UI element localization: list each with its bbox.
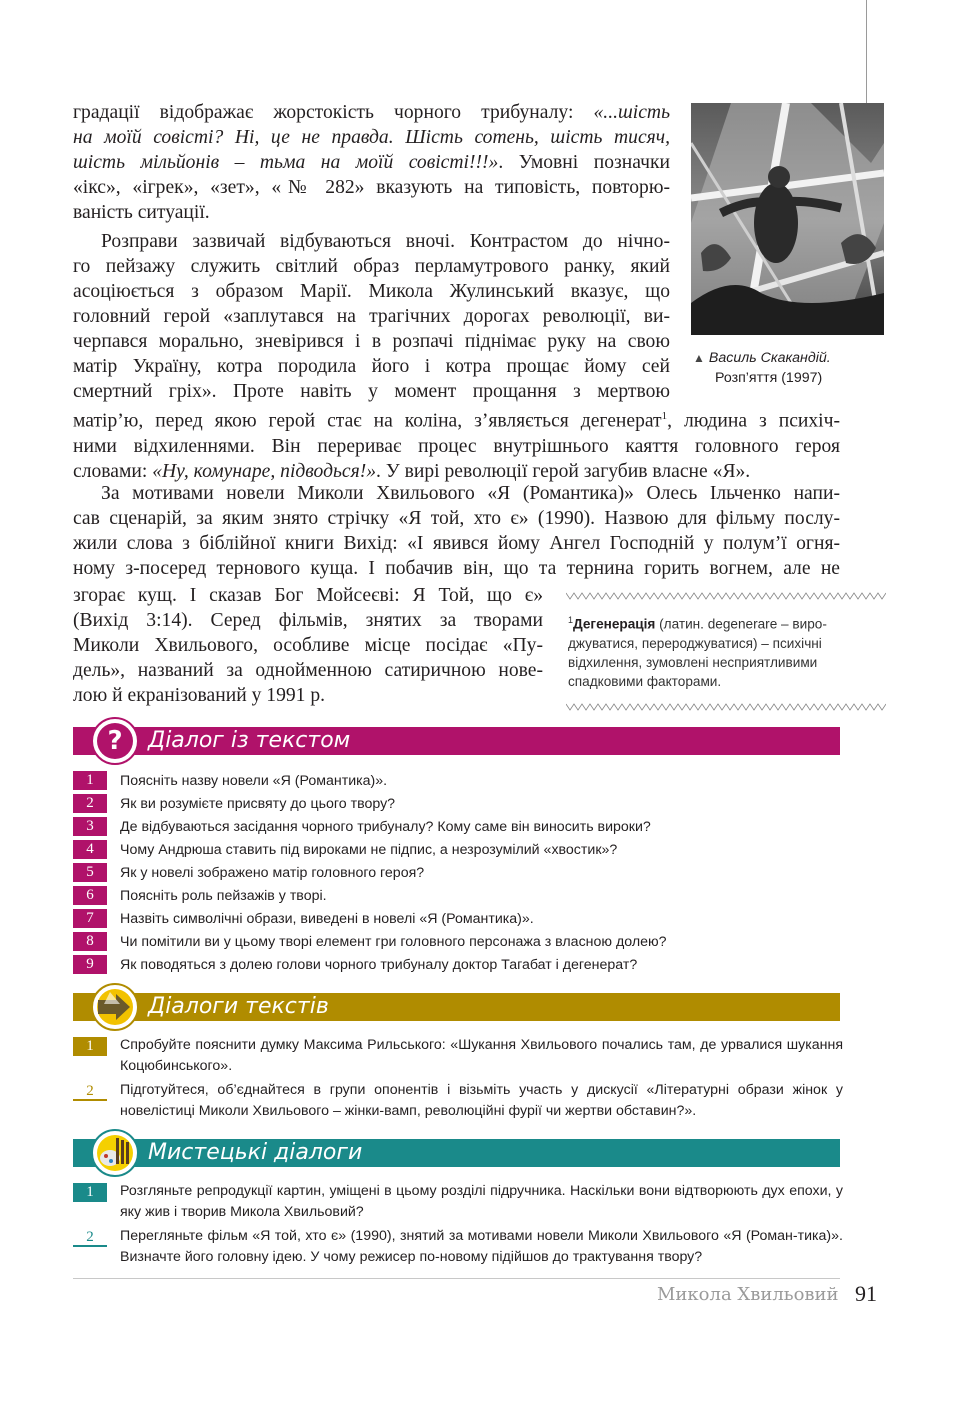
text-line: За мотивами новели Миколи Хвильового «Я (Романтика)» Олесь Ільченко напи-	[101, 483, 840, 504]
page-number: 91	[855, 1281, 877, 1306]
question-item	[73, 884, 843, 907]
text-line: лою й екранізований у 1991 р.	[73, 685, 326, 706]
text-line: асоціюється з образом Марії. Микола Жулинський вказує, що	[73, 281, 670, 302]
question-number: 2	[73, 1082, 107, 1101]
paragraph-2	[73, 229, 670, 404]
paragraph-2-continued	[73, 404, 840, 484]
question-number: 1	[73, 771, 107, 790]
question-number: 1	[73, 1037, 107, 1056]
question-text: Як ви розумієте присвяту до цього твору?	[120, 796, 396, 812]
question-number: 4	[73, 840, 107, 859]
footnote-term: Дегенерація	[573, 616, 656, 632]
text-line: матір Україну, котра породила його і котра прощає йому сей	[73, 356, 670, 377]
text-line: головний герой «заплутався на трагічних дорогах революції, ви-	[73, 306, 670, 327]
question-number: 8	[73, 932, 107, 951]
text-line: ваність ситуації.	[73, 202, 210, 223]
quote-text: «...шість	[593, 102, 670, 123]
question-number: 2	[73, 794, 107, 813]
text-line: . Умовні позначки	[498, 152, 670, 173]
section-header-art-dialogs	[73, 1139, 840, 1167]
footnote-text	[566, 605, 886, 697]
question-item	[73, 769, 843, 792]
text-line: сав сценарій, за яким знято стрічку «Я той, хто є» (1990). Назвою для фільму послу-	[73, 508, 840, 529]
question-text: Як поводяться з долею голови чорного трибуналу доктор Тагабат і дегенерат?	[120, 957, 638, 973]
section-header-dialog-texts	[73, 993, 840, 1021]
question-text: Поясніть назву новели «Я (Романтика)».	[120, 773, 388, 789]
text-line: Розправи зазвичай відбуваються вночі. Контрастом до нічно-	[101, 231, 670, 252]
question-text: Спробуйте пояснити думку Максима Рильського: «Шукання Хвильового почались там, де урвалися шукання Коцюбинського».	[120, 1037, 843, 1074]
question-item	[73, 1226, 843, 1268]
crucifixion-painting	[691, 103, 884, 335]
zigzag-divider	[566, 703, 886, 711]
footnote-box	[566, 586, 886, 716]
footnote-definition: (латин. degenerare – виро-джуватися, перероджуватися) – психічні відхилення, зумовлені несприятливими спадковими факторами.	[568, 616, 827, 689]
text-line: жили слова з біблійної книги Вихід: «І явився йому Ангел Господній у полум’ї огня-	[73, 533, 840, 554]
question-item	[73, 861, 843, 884]
question-text: Як у новелі зображено матір головного героя?	[120, 865, 425, 881]
question-item	[73, 838, 843, 861]
text-line: матір’ю, перед якою герой стає на коліна, з’являється дегенерат	[73, 410, 662, 432]
question-text: Чи помітили ви у цьому творі елемент гри головного персонажа з власною долею?	[120, 934, 667, 950]
question-text: Назвіть символічні образи, виведені в новелі «Я (Романтика)».	[120, 911, 534, 927]
question-number: 6	[73, 886, 107, 905]
paragraph-3-continued	[73, 583, 543, 708]
question-text: Підготуйтеся, об’єднайтеся в групи опонентів і візьміть участь у дискусії «Літературні образи жінок у новелістиці Миколи Хвильового – жінки-вамп, революційні фурії чи жертви обставин?».	[120, 1082, 843, 1119]
section-title: Діалоги текстів	[148, 994, 329, 1019]
quote-text: «Ну, комунаре, підводься!»	[152, 460, 377, 482]
zigzag-divider	[566, 592, 886, 600]
section-title: Мистецькі діалоги	[148, 1140, 363, 1165]
question-item	[73, 1181, 843, 1223]
quote-text: на моїй совісті? Ні, це не правда. Шість сотень, шість тисяч,	[73, 127, 670, 148]
question-text: Розгляньте репродукції картин, уміщені в цьому розділі підручника. Наскільки вони відтворюють дух епохи, у яку жив і творив Микола Хвильовий?	[120, 1183, 843, 1220]
question-number: 7	[73, 909, 107, 928]
quote-text: шість мільйонів – тьма на моїй совісті!!!»	[73, 152, 499, 173]
section-title: Діалог із текстом	[148, 728, 351, 753]
text-line: згорає кущ. І сказав Бог Мойсеєві: Я Той, що є»	[73, 585, 543, 606]
text-line: черпався морально, зневірився і в розпачі піднімає руку на свою	[73, 331, 670, 352]
footer-divider	[73, 1278, 840, 1279]
question-text: Чому Андрюша ставить під вироками не підпис, а незрозумілий «хвостик»?	[120, 842, 618, 858]
text-line: ному з-посеред тернового куща. І побачив він, що та тернина горить вогнем, але не	[73, 558, 840, 579]
running-footer-author: Микола Хвильовий	[657, 1284, 839, 1305]
paragraph-1	[73, 100, 670, 225]
question-item	[73, 907, 843, 930]
footnote-number: 1	[568, 615, 574, 625]
caption-author: Василь Скакандій.	[708, 350, 831, 366]
illustration-caption	[693, 348, 873, 388]
question-item	[73, 1080, 843, 1122]
text-line: дель», названий за однойменною сатиричною нове-	[73, 660, 543, 681]
arrows-icon	[90, 982, 140, 1032]
palette-brushes-icon	[90, 1128, 140, 1178]
question-item	[73, 953, 843, 976]
question-number: 3	[73, 817, 107, 836]
text-line: го пейзажу служить світлий образ перламутрового ранку, який	[73, 256, 670, 277]
text-line: , людина з психіч-	[667, 410, 840, 432]
footnote-ref[interactable]: 1	[661, 410, 668, 422]
question-number: 5	[73, 863, 107, 882]
question-text: Де відбуваються засідання чорного трибуналу? Кому саме він виносить вироки?	[120, 819, 651, 835]
text-line: Миколи Хвильового, особливе місце посідає «Пу-	[73, 635, 543, 656]
question-item	[73, 930, 843, 953]
question-text: Перегляньте фільм «Я той, хто є» (1990), знятий за мотивами новели Миколи Хвильового «Я (Роман-тика)». Визначте його головну ідею. У чому режисер по-новому підійшов до трактування твору?	[120, 1228, 843, 1265]
text-line: (Вихід 3:14). Серед фільмів, знятих за творами	[73, 610, 543, 631]
questions-list-dialog-texts	[73, 1035, 843, 1125]
text-line: «ікс», «ігрек», «зет», «№ 282» вказують на типовість, повторю-	[73, 177, 670, 198]
text-line: смертний гріх». Проте навіть у момент прощання з мертвою	[73, 381, 670, 402]
caption-title: Розп’яття (1997)	[715, 370, 823, 386]
text-line: словами:	[73, 460, 153, 482]
question-item	[73, 792, 843, 815]
text-line: ними відхиленнями. Він перериває процес внутрішнього каяття головного героя	[73, 435, 840, 457]
paragraph-3	[73, 481, 840, 581]
question-item	[73, 1035, 843, 1077]
question-mark-icon	[90, 716, 140, 766]
section-header-dialog-text	[73, 727, 840, 755]
question-number: 2	[73, 1228, 107, 1247]
questions-list-art-dialogs	[73, 1181, 843, 1271]
question-number: 1	[73, 1183, 107, 1202]
question-text: Поясніть роль пейзажів у творі.	[120, 888, 327, 904]
questions-list-dialog-text	[73, 769, 843, 976]
question-number: 9	[73, 955, 107, 974]
text-line: градації відображає жорстокість чорного трибуналу:	[73, 102, 594, 123]
question-item	[73, 815, 843, 838]
triangle-marker-icon: ▲	[693, 351, 705, 365]
text-line: . У вирі революції герой загубив власне «Я».	[376, 460, 751, 482]
svg-text:?: ?	[107, 726, 123, 756]
